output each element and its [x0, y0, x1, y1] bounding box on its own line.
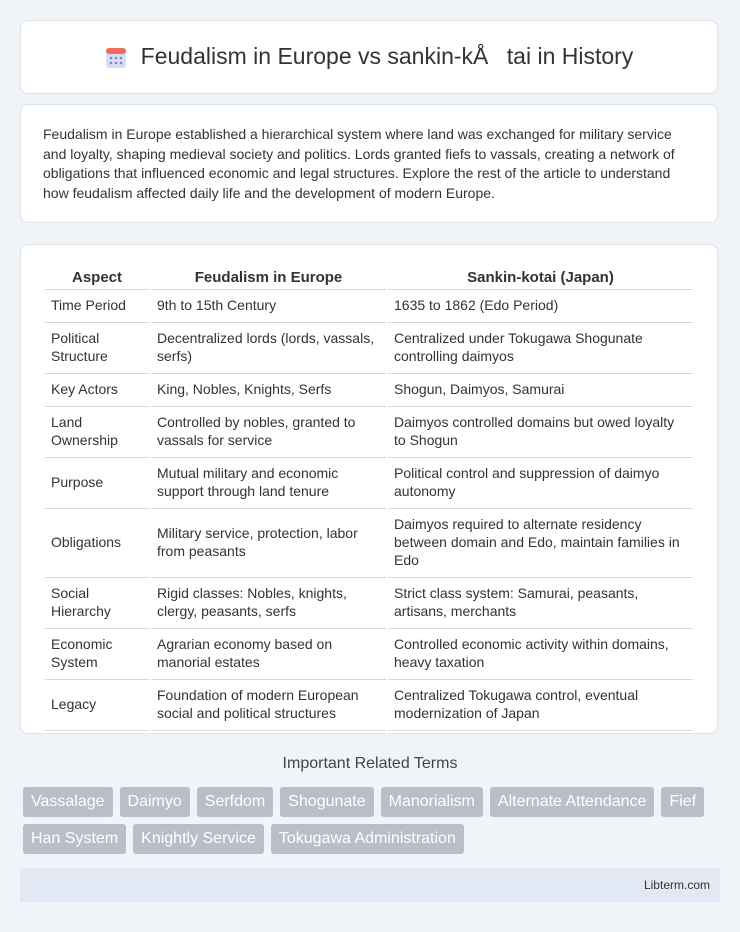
- cell-europe: Decentralized lords (lords, vassals, serfs): [151, 323, 386, 374]
- related-term-tag[interactable]: Knightly Service: [133, 824, 264, 854]
- cell-aspect: Legacy: [45, 680, 149, 731]
- related-term-tag[interactable]: Serfdom: [197, 787, 273, 817]
- related-terms-list: [23, 787, 723, 854]
- cell-japan: Political control and suppression of daimyo autonomy: [388, 458, 693, 509]
- related-term-tag[interactable]: Fief: [661, 787, 704, 817]
- cell-japan: Daimyos controlled domains but owed loyalty to Shogun: [388, 407, 693, 458]
- comparison-table-card: [20, 244, 718, 734]
- cell-aspect: Time Period: [45, 290, 149, 323]
- related-terms-title: Important Related Terms: [282, 755, 458, 772]
- table-row: [45, 374, 693, 407]
- cell-aspect: Social Hierarchy: [45, 578, 149, 629]
- cell-japan: Centralized Tokugawa control, eventual modernization of Japan: [388, 680, 693, 731]
- document-icon: [105, 45, 127, 69]
- table-row: [45, 323, 693, 374]
- cell-europe: Foundation of modern European social and political structures: [151, 680, 386, 731]
- cell-japan: Shogun, Daimyos, Samurai: [388, 374, 693, 407]
- related-term-tag[interactable]: Shogunate: [280, 787, 373, 817]
- table-row: [45, 290, 693, 323]
- related-term-tag[interactable]: Daimyo: [120, 787, 190, 817]
- related-term-tag[interactable]: Alternate Attendance: [490, 787, 655, 817]
- intro-card: [20, 104, 718, 223]
- cell-aspect: Purpose: [45, 458, 149, 509]
- table-header-row: [45, 265, 693, 290]
- cell-europe: Mutual military and economic support through land tenure: [151, 458, 386, 509]
- cell-aspect: Land Ownership: [45, 407, 149, 458]
- footer: [20, 868, 720, 902]
- cell-aspect: Obligations: [45, 509, 149, 578]
- related-term-tag[interactable]: Vassalage: [23, 787, 113, 817]
- column-header-europe: Feudalism in Europe: [151, 265, 386, 290]
- cell-europe: 9th to 15th Century: [151, 290, 386, 323]
- related-term-tag[interactable]: Han System: [23, 824, 126, 854]
- column-header-aspect: Aspect: [45, 265, 149, 290]
- cell-europe: Military service, protection, labor from peasants: [151, 509, 386, 578]
- table-row: [45, 629, 693, 680]
- cell-europe: Rigid classes: Nobles, knights, clergy, peasants, serfs: [151, 578, 386, 629]
- intro-text: Feudalism in Europe established a hierarchical system where land was exchanged for military service and loyalty, shaping medieval society and politics. Lords granted fiefs to vassals, creating a network of obligations that influenced economic and legal structures. Explore the rest of the article to understand how feudalism affected daily life and the development of modern Europe.: [43, 126, 675, 201]
- table-row: [45, 680, 693, 731]
- cell-europe: Agrarian economy based on manorial estates: [151, 629, 386, 680]
- related-term-tag[interactable]: Manorialism: [381, 787, 483, 817]
- comparison-table: [43, 265, 695, 731]
- related-term-tag[interactable]: Tokugawa Administration: [271, 824, 464, 854]
- cell-japan: Strict class system: Samurai, peasants, artisans, merchants: [388, 578, 693, 629]
- title-card: [20, 20, 718, 94]
- cell-japan: Daimyos required to alternate residency between domain and Edo, maintain families in Edo: [388, 509, 693, 578]
- table-row: [45, 509, 693, 578]
- table-row: [45, 407, 693, 458]
- table-row: [45, 458, 693, 509]
- cell-europe: Controlled by nobles, granted to vassals for service: [151, 407, 386, 458]
- cell-aspect: Key Actors: [45, 374, 149, 407]
- cell-aspect: Economic System: [45, 629, 149, 680]
- cell-japan: 1635 to 1862 (Edo Period): [388, 290, 693, 323]
- cell-japan: Centralized under Tokugawa Shogunate controlling daimyos: [388, 323, 693, 374]
- page-title: Feudalism in Europe vs sankin-kÅtai in History: [140, 42, 634, 69]
- column-header-japan: Sankin-kotai (Japan): [388, 265, 693, 290]
- table-row: [45, 578, 693, 629]
- cell-europe: King, Nobles, Knights, Serfs: [151, 374, 386, 407]
- footer-brand[interactable]: Libterm.com: [643, 878, 710, 892]
- cell-japan: Controlled economic activity within domains, heavy taxation: [388, 629, 693, 680]
- cell-aspect: Political Structure: [45, 323, 149, 374]
